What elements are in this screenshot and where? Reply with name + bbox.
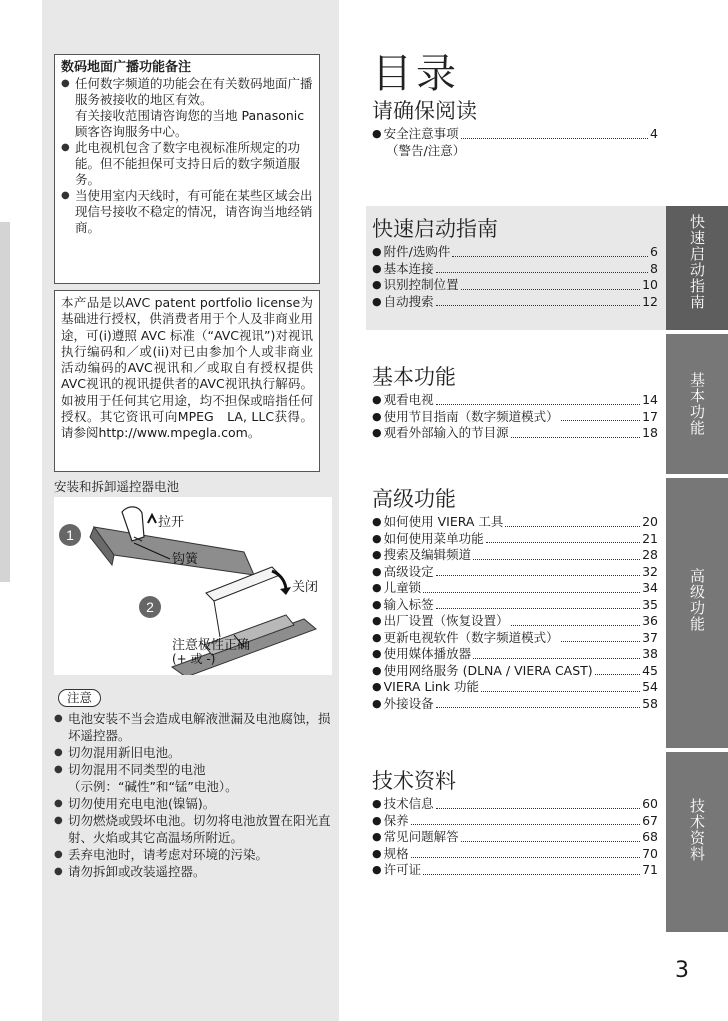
list-item: ● 切勿混用不同类型的电池 （示例：“碱性”和“锰”电池）。 (54, 761, 332, 795)
pull-label: 拉开 (158, 515, 185, 530)
battery-section-title: 安装和拆卸遥控器电池 (54, 479, 180, 494)
list-item: ● 电池安装不当会造成电解液泄漏及电池腐蚀，损坏遥控器。 (54, 710, 332, 744)
tab-quick-start[interactable]: 快速启动指南 (666, 206, 728, 330)
list-item: ● 当使用室内天线时，有可能在某些区域会出现信号接收不稳定的情况，请咨询当地经销商。 (61, 188, 313, 236)
toc-section-quick-start (366, 206, 666, 330)
battery-illustration (54, 497, 332, 675)
section-heading: 请确保阅读 (372, 99, 477, 123)
left-edge-tab (0, 222, 10, 582)
page-number: 3 (675, 958, 689, 983)
polarity-sub-label: (+ 或 -) (172, 652, 216, 666)
list-item: ● 切勿燃烧或毁坏电池。切勿将电池放置在阳光直射、火焰或其它高温场所附近。 (54, 812, 332, 846)
toc-entry[interactable]: ● 使用媒体播放器 38 (372, 646, 658, 661)
section-heading: 高级功能 (372, 487, 456, 511)
page-title: 目录 (372, 51, 460, 97)
toc-entry[interactable]: ● 如何使用菜单功能 21 (372, 530, 658, 546)
list-item: ● 任何数字频道的功能会在有关数码地面广播服务被接收的地区有效。 有关接收范围请咨询您的当地 Panasonic 顾客咨询服务中心。 (61, 76, 313, 140)
list-item: ● 此电视机包含了数字电视标准所规定的功能。但不能担保可支持日后的数字频道服务。 (61, 140, 313, 188)
toc-section-read-first (366, 98, 666, 159)
remote-battery-drawing (54, 497, 332, 675)
digital-note-list (61, 76, 313, 236)
list-item: ● 切勿混用新旧电池。 (54, 744, 332, 761)
toc-entry[interactable]: ● 儿童锁 34 (372, 580, 658, 595)
toc-entry[interactable]: ● 自动搜索 12 (372, 293, 658, 309)
tab-advanced[interactable]: 高级功能 (666, 478, 728, 748)
toc-entry-note: （警告/注意） (386, 142, 466, 158)
toc-entry[interactable]: ● 基本连接 8 (372, 260, 658, 276)
toc-entry[interactable]: ● 出厂设置（恢复设置） 36 (372, 613, 658, 628)
tab-basic[interactable]: 基本功能 (666, 334, 728, 474)
polarity-label: 注意极性正确 (172, 638, 251, 653)
toc-entry[interactable]: ● 技术信息 60 (372, 796, 658, 811)
tab-technical[interactable]: 技术资料 (666, 752, 728, 932)
toc-entry[interactable]: ● 使用节目指南（数字频道模式） 17 (372, 408, 658, 424)
toc-entry[interactable]: ● 许可证 71 (372, 862, 658, 877)
list-item: ● 丢弃电池时，请考虑对环境的污染。 (54, 846, 332, 863)
section-heading: 基本功能 (372, 365, 456, 389)
step-1-number: 1 (66, 527, 74, 543)
toc-entry[interactable]: ● 附件/选购件 6 (372, 244, 658, 259)
toc-entry[interactable]: ● 更新电视软件（数字频道模式） 37 (372, 629, 658, 645)
list-item: ● 请勿拆卸或改装遥控器。 (54, 863, 332, 880)
avc-license-notice (54, 290, 320, 472)
hook-label: 钩簧 (172, 552, 199, 567)
close-label: 关闭 (292, 580, 319, 595)
toc-entry[interactable]: ● 常见问题解答 68 (372, 829, 658, 844)
toc-entry[interactable]: ● 观看电视 14 (372, 392, 658, 407)
toc-section-advanced (366, 486, 666, 712)
digital-note-title: 数码地面广播功能备注 (61, 60, 192, 75)
toc-entry[interactable]: ● 识别控制位置 10 (372, 277, 658, 292)
toc-entry[interactable]: ● 安全注意事项 4 (372, 126, 658, 141)
digital-broadcast-note (54, 54, 320, 284)
toc-entry[interactable]: ● 如何使用 VIERA 工具 20 (372, 514, 658, 529)
caution-list (54, 710, 332, 880)
toc-entry[interactable]: ● 搜索及编辑频道 28 (372, 547, 658, 562)
section-heading: 快速启动指南 (372, 217, 498, 241)
avc-license-text: 本产品是以AVC patent portfolio license为基础进行授权，供消费者用于个人及非商业用途，可(i)遵照 AVC 标准（“AVC视讯”)对视讯执行编码和／或(ii)对已由参加个人或非商业活动编码的AVC视讯和／或取自有授权提供AVC视讯的视讯提供者的AVC视讯执行解码。如被用于任何其它用途，均不担保或暗指任何授权。其它资讯可向MPEG LA, LLC获得。请参阅http://www.mpegla.com。 (61, 295, 313, 441)
toc-entry[interactable]: ● 保养 67 (372, 812, 658, 828)
toc-entry[interactable]: ● 观看外部输入的节目源 18 (372, 425, 658, 440)
list-item: ● 切勿使用充电电池(镍镉)。 (54, 795, 332, 812)
caution-tag: 注意 (58, 689, 101, 707)
step-2-number: 2 (146, 599, 154, 615)
toc-entry[interactable]: ● 输入标签 35 (372, 596, 658, 612)
toc-section-technical (366, 768, 666, 879)
toc-section-basic (366, 364, 666, 442)
toc-entry[interactable]: ● VIERA Link 功能 54 (372, 679, 658, 694)
toc-entry[interactable]: ● 外接设备 58 (372, 695, 658, 711)
section-heading: 技术资料 (372, 769, 456, 793)
toc-entry[interactable]: ● 使用网络服务 (DLNA / VIERA CAST) 45 (372, 662, 658, 678)
toc-entry[interactable]: ● 高级设定 32 (372, 563, 658, 579)
toc-entry[interactable]: ● 规格 70 (372, 845, 658, 861)
